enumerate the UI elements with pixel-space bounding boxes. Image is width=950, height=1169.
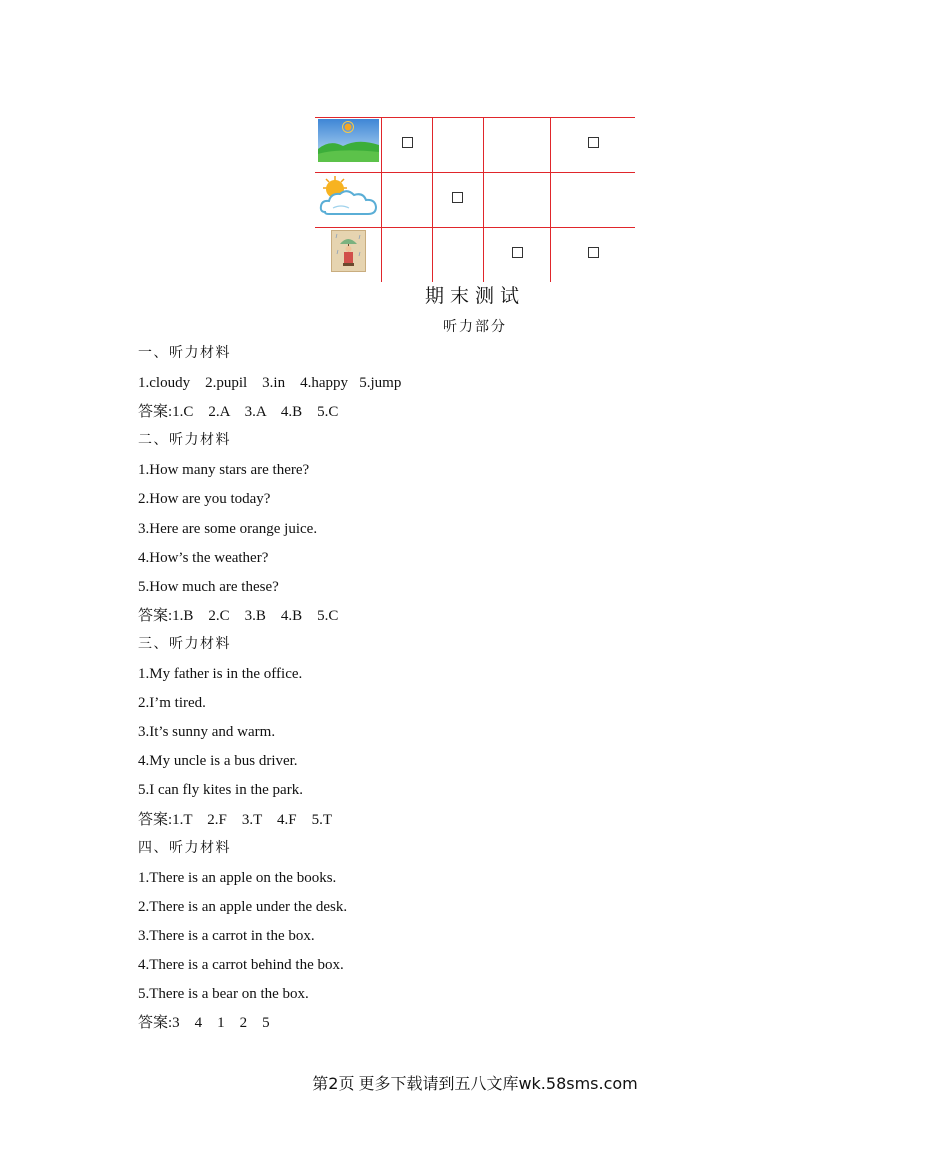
answer-checkbox[interactable] bbox=[588, 137, 599, 148]
text-line: 4.There is a carrot behind the box. bbox=[138, 956, 344, 973]
answer-checkbox[interactable] bbox=[402, 137, 413, 148]
table-rule bbox=[550, 117, 551, 282]
text-line: 二、听力材料 bbox=[138, 433, 231, 449]
text-line: 答案:1.T 2.F 3.T 4.F 5.T bbox=[138, 811, 333, 828]
text-line: 2.There is an apple under the desk. bbox=[138, 898, 348, 915]
page-title: 期末测试 bbox=[424, 286, 525, 307]
text-line: 1.My father is in the office. bbox=[138, 666, 303, 683]
text-line: 答案:1.B 2.C 3.B 4.B 5.C bbox=[138, 607, 339, 624]
text-line: 4.How’s the weather? bbox=[138, 549, 269, 566]
weather-table bbox=[315, 117, 635, 282]
table-rule bbox=[483, 117, 484, 282]
text-line: 5.There is a bear on the box. bbox=[138, 986, 309, 1003]
answer-checkbox[interactable] bbox=[588, 247, 599, 258]
listening-material bbox=[138, 343, 401, 1041]
page-footer bbox=[0, 1071, 950, 1094]
footer-text: 页 更多下载请到五八文库 bbox=[338, 1076, 519, 1093]
text-line: 2.How are you today? bbox=[138, 491, 271, 508]
table-rule bbox=[432, 117, 433, 282]
text-line: 答案:3 4 1 2 5 bbox=[138, 1015, 270, 1032]
cloudy-icon bbox=[319, 174, 379, 220]
text-line: 1.cloudy 2.pupil 3.in 4.happy 5.jump bbox=[138, 375, 402, 392]
table-rule bbox=[315, 227, 635, 228]
text-line: 答案:1.C 2.A 3.A 4.B 5.C bbox=[138, 404, 339, 421]
rainy-icon bbox=[331, 230, 366, 272]
answer-checkbox[interactable] bbox=[512, 247, 523, 258]
footer-prefix: 第 bbox=[312, 1076, 329, 1093]
text-line: 1.There is an apple on the books. bbox=[138, 869, 337, 886]
text-line: 5.I can fly kites in the park. bbox=[138, 782, 303, 799]
text-line: 3.There is a carrot in the box. bbox=[138, 927, 315, 944]
table-rule bbox=[315, 172, 635, 173]
text-line: 3.It’s sunny and warm. bbox=[138, 724, 276, 741]
text-line: 四、听力材料 bbox=[138, 840, 231, 856]
text-line: 3.Here are some orange juice. bbox=[138, 520, 318, 537]
text-line: 三、听力材料 bbox=[138, 636, 231, 652]
sunny-icon bbox=[318, 119, 379, 162]
footer-site: wk.58sms.com bbox=[518, 1074, 638, 1093]
section-subtitle: 听力部分 bbox=[443, 320, 507, 335]
answer-checkbox[interactable] bbox=[452, 192, 463, 203]
text-line: 4.My uncle is a bus driver. bbox=[138, 753, 298, 770]
footer-page-number: 2 bbox=[328, 1074, 339, 1093]
text-line: 一、听力材料 bbox=[138, 346, 231, 361]
text-line: 2.I’m tired. bbox=[138, 695, 206, 712]
text-line: 1.How many stars are there? bbox=[138, 462, 310, 479]
table-rule bbox=[315, 117, 635, 118]
text-line: 5.How much are these? bbox=[138, 578, 279, 595]
table-rule bbox=[381, 117, 382, 282]
